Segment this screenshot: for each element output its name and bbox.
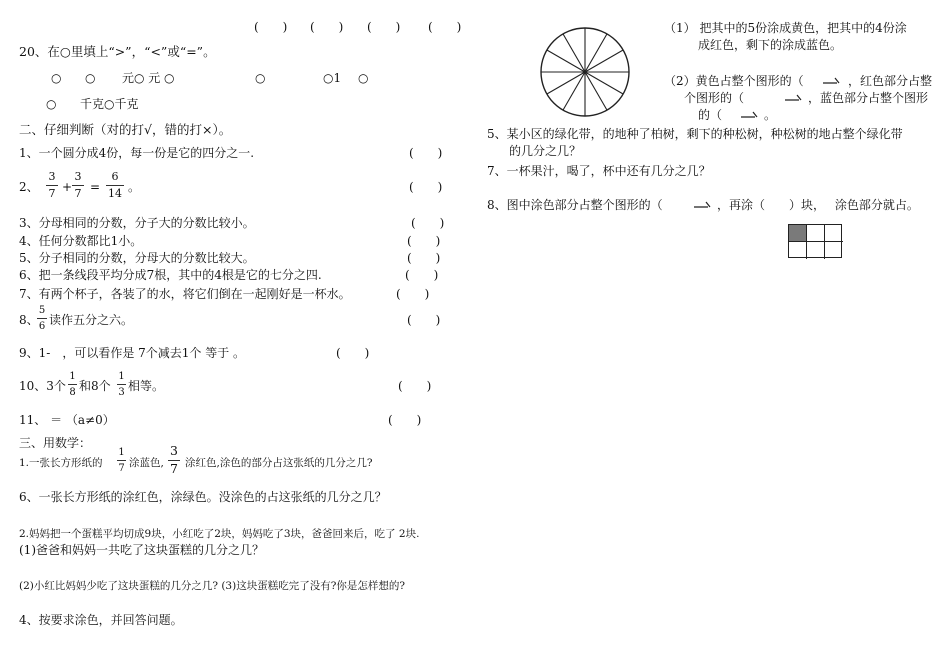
fraction-denominator: 7 [48,187,56,200]
judge-answer-4[interactable]: ( ) [407,234,441,248]
problem-2-sub-1: (1)爸爸和妈妈一共吃了这块蛋糕的几分之几？ [19,543,264,557]
judge-item-10-suffix: 相等。 [128,379,165,393]
answer-blank-hook-icon[interactable] [822,76,842,85]
judge-item-1: 1、一个圆分成4份，每一份是它的四分之一. [19,146,255,160]
fraction-denominator: 7 [170,461,178,476]
fraction-numerator: 5 [38,305,46,316]
problem-1-prefix: 1.一张长方形纸的 [19,457,103,469]
compare-item-kg[interactable]: 千克○千克 [80,97,139,111]
fraction-bar [68,384,77,385]
fraction-numerator: 1 [69,371,76,382]
judge-item-2-prefix: 2、 [19,180,39,194]
fraction-bar [117,384,126,385]
judge-item-8-prefix: 8、 [19,313,39,327]
fraction-bar [117,460,126,461]
compare-circle[interactable]: ○ [46,97,57,111]
compare-circle[interactable]: ○ [85,71,96,85]
answer-paren-4[interactable]: ( ) [428,20,462,34]
question-5-cont: 的几分之几？ [509,144,582,158]
judge-item-3: 3、分母相同的分数，分子大的分数比较小。 [19,216,255,230]
judge-item-10-prefix: 10、3个 [19,379,66,393]
question-7: 7、一杯果汁，喝了，杯中还有几分之几？ [487,164,711,178]
judge-answer-2[interactable]: ( ) [409,180,443,194]
judge-item-2-suffix: 。 [128,180,141,194]
equals-sign: = [90,180,101,194]
compare-circle[interactable]: ○1 [323,71,342,85]
problem-6: 6、一张长方形纸的涂红色，涂绿色。没涂色的占这张纸的几分之几？ [19,490,387,504]
grid-cell[interactable] [825,225,843,242]
grid-cell[interactable] [825,242,843,259]
fraction-denominator: 14 [108,187,122,200]
coloring-question-2b: ，红色部分占整 [848,74,933,88]
coloring-question-2e: 的（ [698,108,723,122]
coloring-question-2c: 个图形的（ [684,91,745,105]
fraction-bar [46,185,58,186]
problem-1-suffix: 涂红色,涂色的部分占这张纸的几分之几? [185,457,373,469]
compare-circle[interactable]: ○ [255,71,266,85]
section-2-heading: 二、仔细判断（对的打√，错的打×）。 [19,122,232,137]
judge-item-7: 7、有两个杯子，各装了的水，将它们倒在一起刚好是一杯水。 [19,287,351,301]
compare-item-yuan[interactable]: ○ [164,71,175,85]
judge-item-11: 11、 ＝ （a≠0） [19,413,115,427]
compare-circle[interactable]: 元○ 元 [122,71,161,85]
judge-answer-8[interactable]: ( ) [407,313,441,327]
answer-blank-hook-icon[interactable] [740,110,760,119]
fraction-denominator: 6 [38,321,46,332]
answer-blank-hook-icon[interactable] [693,200,713,209]
grid-cell[interactable] [807,225,825,242]
fraction-numerator: 6 [111,170,119,183]
judge-answer-7[interactable]: ( ) [396,287,430,301]
problem-2-sub-2-3: (2)小红比妈妈少吃了这块蛋糕的几分之几? (3)这块蛋糕吃完了没有?你是怎样想的? [19,580,405,592]
coloring-question-2a: （2）黄色占整个图形的（ [664,74,804,88]
fraction-denominator: 8 [69,387,76,398]
fraction-numerator: 3 [170,443,178,458]
problem-2: 2.妈妈把一个蛋糕平均切成9块，小红吃了2块，妈妈吃了3块，爸爸回来后，吃了 2块. [19,528,420,540]
answer-paren-2[interactable]: ( ) [310,20,344,34]
divided-circle-figure[interactable] [539,26,631,118]
shaded-grid-figure[interactable] [788,224,842,258]
coloring-instruction-1: （1） 把其中的5份涂成黄色，把其中的4份涂 [664,21,907,35]
grid-cell[interactable] [789,242,807,259]
compare-item-one[interactable]: ○ [358,71,369,85]
grid-cell[interactable] [807,242,825,259]
question-5: 5、某小区的绿化带，的地种了柏树，剩下的种松树，种松树的地占整个绿化带 [487,127,903,141]
compare-circle[interactable]: ○ [51,71,62,85]
judge-item-6: 6、把一条线段平均分成7根，其中的4根是它的七分之四. [19,268,322,282]
judge-answer-9[interactable]: ( ) [336,346,370,360]
judge-answer-5[interactable]: ( ) [407,251,441,265]
plus-sign: + [62,180,73,194]
answer-blank-hook-icon[interactable] [784,93,804,102]
question-20-title: 20、在○里填上“>”，“<”或“=”。 [19,44,216,59]
problem-1-mid: 涂蓝色, [129,457,164,469]
fraction-denominator: 7 [74,187,82,200]
fraction-bar [106,185,124,186]
judge-answer-11[interactable]: ( ) [388,413,422,427]
coloring-question-2f: 。 [764,108,777,122]
judge-answer-1[interactable]: ( ) [409,146,443,160]
fraction-bar [37,318,47,319]
answer-paren-3[interactable]: ( ) [367,20,401,34]
judge-answer-3[interactable]: ( ) [411,216,445,230]
coloring-instruction-1-cont: 成红色，剩下的涂成蓝色。 [698,38,843,52]
question-8b: ，再涂（ ）块， 涂色部分就占。 [717,198,919,212]
fraction-numerator: 3 [48,170,56,183]
grid-cell-shaded[interactable] [789,225,807,242]
section-3-heading: 三、用数学： [19,436,92,450]
coloring-question-2d: ，蓝色部分占整个图形 [808,91,929,105]
fraction-numerator: 3 [74,170,82,183]
answer-paren-1[interactable]: ( ) [254,20,288,34]
judge-item-10-mid: 和8个 [79,379,111,393]
judge-item-5: 5、分子相同的分数，分母大的分数比较大。 [19,251,255,265]
fraction-bar [72,185,84,186]
problem-4: 4、按要求涂色，并回答问题。 [19,613,183,627]
judge-item-4: 4、任何分数都比1小。 [19,234,143,248]
judge-answer-10[interactable]: ( ) [398,379,432,393]
fraction-denominator: 3 [118,387,125,398]
judge-item-9: 9、1- ，可以看作是 7个减去1个 等于 。 [19,346,246,360]
judge-answer-6[interactable]: ( ) [405,268,439,282]
judge-item-8-suffix: 读作五分之六。 [49,313,134,327]
question-8a: 8、图中涂色部分占整个图形的（ [487,198,663,212]
fraction-denominator: 7 [118,463,125,474]
fraction-numerator: 1 [118,447,125,458]
fraction-numerator: 1 [118,371,125,382]
